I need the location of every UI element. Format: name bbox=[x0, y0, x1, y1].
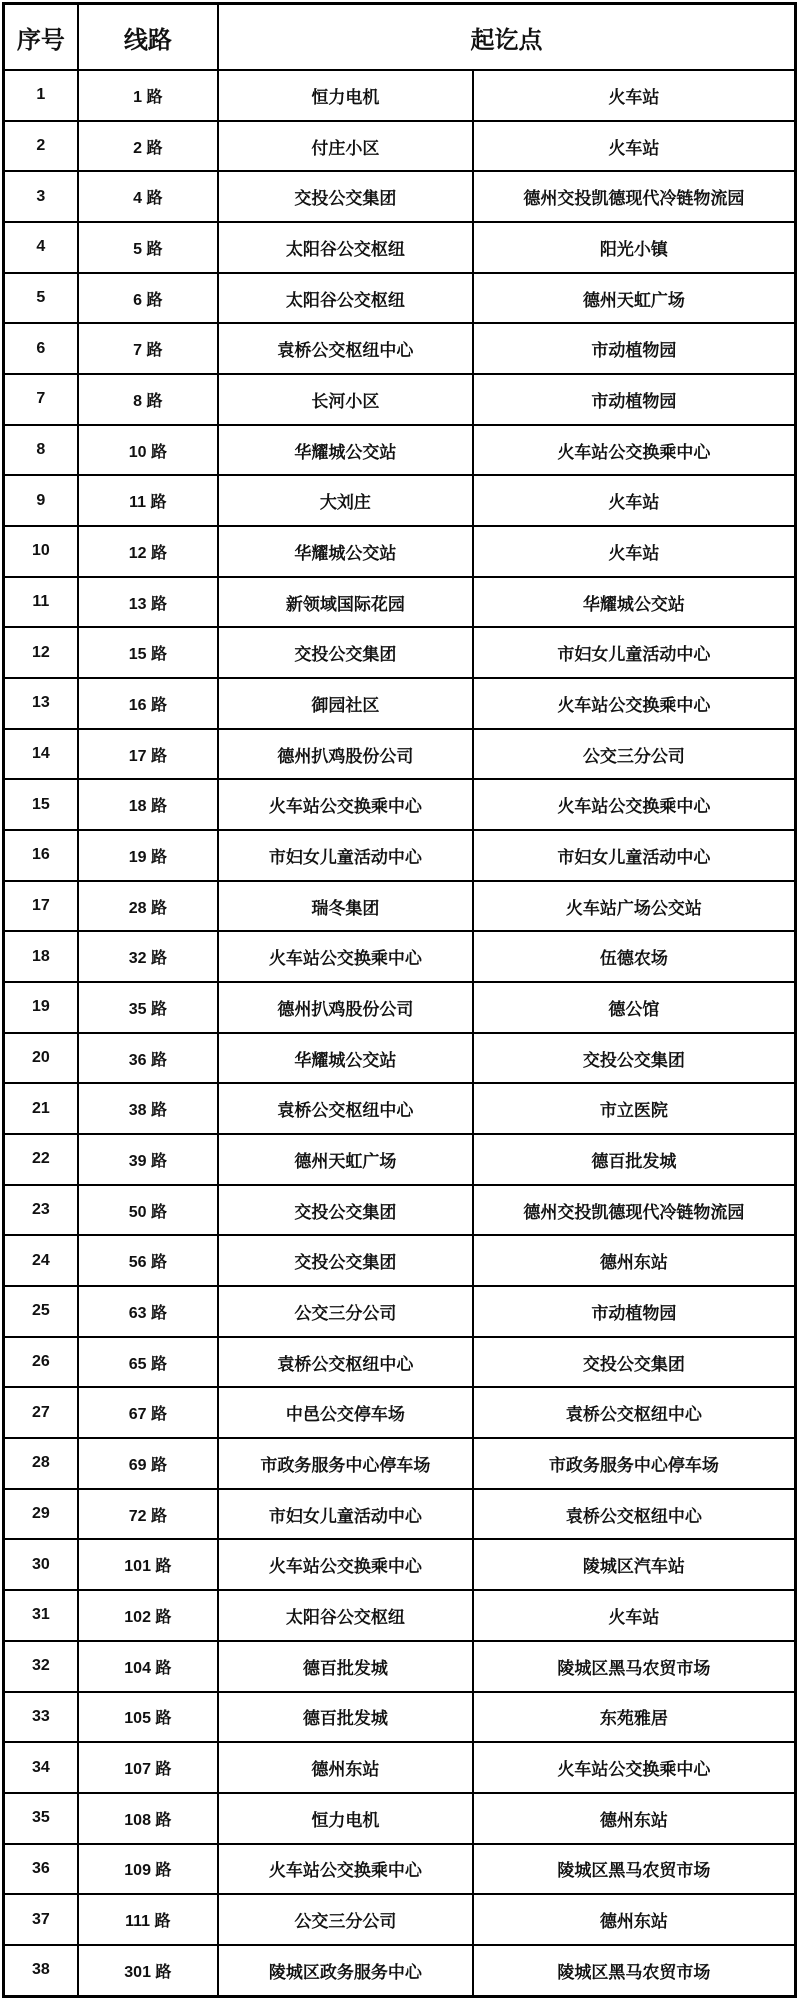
table-row bbox=[4, 1387, 796, 1438]
cell-start-point: 火车站公交换乘中心 bbox=[218, 931, 473, 982]
cell-start-point: 交投公交集团 bbox=[218, 171, 473, 222]
cell-start-point: 德百批发城 bbox=[218, 1641, 473, 1692]
cell-end-point: 火车站 bbox=[473, 70, 796, 121]
cell-end-point: 市政务服务中心停车场 bbox=[473, 1438, 796, 1489]
table-row bbox=[4, 1590, 796, 1641]
cell-row-number: 7 bbox=[4, 374, 78, 425]
cell-row-number: 34 bbox=[4, 1742, 78, 1793]
cell-start-point: 袁桥公交枢纽中心 bbox=[218, 323, 473, 374]
cell-start-point: 德百批发城 bbox=[218, 1692, 473, 1743]
cell-line-number: 16 路 bbox=[78, 678, 218, 729]
cell-end-point: 火车站 bbox=[473, 1590, 796, 1641]
table-row bbox=[4, 1438, 796, 1489]
cell-line-number: 65 路 bbox=[78, 1337, 218, 1388]
cell-start-point: 市妇女儿童活动中心 bbox=[218, 830, 473, 881]
cell-row-number: 23 bbox=[4, 1185, 78, 1236]
cell-end-point: 陵城区黑马农贸市场 bbox=[473, 1844, 796, 1895]
cell-end-point: 火车站广场公交站 bbox=[473, 881, 796, 932]
table-row bbox=[4, 70, 796, 121]
table-row bbox=[4, 1945, 796, 1997]
cell-start-point: 德州东站 bbox=[218, 1742, 473, 1793]
cell-start-point: 太阳谷公交枢纽 bbox=[218, 222, 473, 273]
cell-end-point: 东苑雅居 bbox=[473, 1692, 796, 1743]
table-row bbox=[4, 881, 796, 932]
cell-start-point: 恒力电机 bbox=[218, 70, 473, 121]
cell-line-number: 69 路 bbox=[78, 1438, 218, 1489]
cell-row-number: 19 bbox=[4, 982, 78, 1033]
table-row bbox=[4, 627, 796, 678]
cell-start-point: 中邑公交停车场 bbox=[218, 1387, 473, 1438]
cell-end-point: 德公馆 bbox=[473, 982, 796, 1033]
cell-line-number: 8 路 bbox=[78, 374, 218, 425]
cell-start-point: 御园社区 bbox=[218, 678, 473, 729]
table-row bbox=[4, 425, 796, 476]
cell-start-point: 交投公交集团 bbox=[218, 627, 473, 678]
table-row bbox=[4, 678, 796, 729]
cell-row-number: 2 bbox=[4, 121, 78, 172]
cell-row-number: 11 bbox=[4, 577, 78, 628]
cell-row-number: 27 bbox=[4, 1387, 78, 1438]
cell-row-number: 8 bbox=[4, 425, 78, 476]
cell-start-point: 火车站公交换乘中心 bbox=[218, 1844, 473, 1895]
cell-start-point: 太阳谷公交枢纽 bbox=[218, 1590, 473, 1641]
cell-line-number: 1 路 bbox=[78, 70, 218, 121]
cell-line-number: 35 路 bbox=[78, 982, 218, 1033]
cell-start-point: 袁桥公交枢纽中心 bbox=[218, 1083, 473, 1134]
cell-line-number: 13 路 bbox=[78, 577, 218, 628]
cell-line-number: 19 路 bbox=[78, 830, 218, 881]
cell-line-number: 111 路 bbox=[78, 1894, 218, 1945]
cell-line-number: 72 路 bbox=[78, 1489, 218, 1540]
cell-start-point: 陵城区政务服务中心 bbox=[218, 1945, 473, 1997]
table-row bbox=[4, 1641, 796, 1692]
table-row bbox=[4, 475, 796, 526]
cell-row-number: 15 bbox=[4, 779, 78, 830]
table-row bbox=[4, 1742, 796, 1793]
cell-end-point: 火车站公交换乘中心 bbox=[473, 425, 796, 476]
cell-end-point: 德州东站 bbox=[473, 1793, 796, 1844]
cell-row-number: 22 bbox=[4, 1134, 78, 1185]
header-line: 线路 bbox=[78, 4, 218, 71]
cell-row-number: 37 bbox=[4, 1894, 78, 1945]
cell-end-point: 火车站公交换乘中心 bbox=[473, 678, 796, 729]
table-row bbox=[4, 1033, 796, 1084]
cell-line-number: 301 路 bbox=[78, 1945, 218, 1997]
header-row bbox=[4, 4, 796, 71]
cell-line-number: 12 路 bbox=[78, 526, 218, 577]
cell-line-number: 102 路 bbox=[78, 1590, 218, 1641]
cell-line-number: 6 路 bbox=[78, 273, 218, 324]
cell-line-number: 101 路 bbox=[78, 1539, 218, 1590]
cell-end-point: 交投公交集团 bbox=[473, 1033, 796, 1084]
table-row bbox=[4, 1894, 796, 1945]
cell-start-point: 大刘庄 bbox=[218, 475, 473, 526]
cell-row-number: 30 bbox=[4, 1539, 78, 1590]
cell-row-number: 33 bbox=[4, 1692, 78, 1743]
cell-line-number: 105 路 bbox=[78, 1692, 218, 1743]
cell-line-number: 63 路 bbox=[78, 1286, 218, 1337]
table-row bbox=[4, 374, 796, 425]
table-row bbox=[4, 1235, 796, 1286]
table-row bbox=[4, 1793, 796, 1844]
cell-row-number: 17 bbox=[4, 881, 78, 932]
cell-end-point: 火车站 bbox=[473, 121, 796, 172]
cell-start-point: 德州扒鸡股份公司 bbox=[218, 729, 473, 780]
table-row bbox=[4, 1286, 796, 1337]
cell-end-point: 袁桥公交枢纽中心 bbox=[473, 1489, 796, 1540]
cell-row-number: 38 bbox=[4, 1945, 78, 1997]
cell-line-number: 39 路 bbox=[78, 1134, 218, 1185]
cell-line-number: 50 路 bbox=[78, 1185, 218, 1236]
cell-row-number: 26 bbox=[4, 1337, 78, 1388]
cell-start-point: 公交三分公司 bbox=[218, 1286, 473, 1337]
cell-line-number: 38 路 bbox=[78, 1083, 218, 1134]
table-row bbox=[4, 526, 796, 577]
cell-end-point: 陵城区汽车站 bbox=[473, 1539, 796, 1590]
cell-end-point: 市立医院 bbox=[473, 1083, 796, 1134]
table-row bbox=[4, 1083, 796, 1134]
cell-row-number: 32 bbox=[4, 1641, 78, 1692]
cell-row-number: 3 bbox=[4, 171, 78, 222]
cell-end-point: 市动植物园 bbox=[473, 374, 796, 425]
cell-start-point: 德州扒鸡股份公司 bbox=[218, 982, 473, 1033]
table-row bbox=[4, 1539, 796, 1590]
cell-row-number: 35 bbox=[4, 1793, 78, 1844]
cell-end-point: 德州交投凯德现代冷链物流园 bbox=[473, 1185, 796, 1236]
cell-end-point: 华耀城公交站 bbox=[473, 577, 796, 628]
cell-start-point: 市政务服务中心停车场 bbox=[218, 1438, 473, 1489]
table-row bbox=[4, 1134, 796, 1185]
cell-line-number: 11 路 bbox=[78, 475, 218, 526]
cell-end-point: 德州东站 bbox=[473, 1894, 796, 1945]
cell-row-number: 16 bbox=[4, 830, 78, 881]
cell-line-number: 36 路 bbox=[78, 1033, 218, 1084]
cell-end-point: 火车站 bbox=[473, 475, 796, 526]
cell-start-point: 袁桥公交枢纽中心 bbox=[218, 1337, 473, 1388]
cell-row-number: 1 bbox=[4, 70, 78, 121]
table-row bbox=[4, 222, 796, 273]
cell-start-point: 德州天虹广场 bbox=[218, 1134, 473, 1185]
cell-start-point: 华耀城公交站 bbox=[218, 1033, 473, 1084]
cell-start-point: 太阳谷公交枢纽 bbox=[218, 273, 473, 324]
cell-start-point: 交投公交集团 bbox=[218, 1185, 473, 1236]
cell-line-number: 32 路 bbox=[78, 931, 218, 982]
cell-line-number: 4 路 bbox=[78, 171, 218, 222]
cell-end-point: 市动植物园 bbox=[473, 1286, 796, 1337]
table-row bbox=[4, 1337, 796, 1388]
cell-row-number: 20 bbox=[4, 1033, 78, 1084]
cell-start-point: 公交三分公司 bbox=[218, 1894, 473, 1945]
table-row bbox=[4, 577, 796, 628]
table-row bbox=[4, 1185, 796, 1236]
cell-line-number: 7 路 bbox=[78, 323, 218, 374]
cell-start-point: 华耀城公交站 bbox=[218, 526, 473, 577]
cell-line-number: 17 路 bbox=[78, 729, 218, 780]
cell-start-point: 恒力电机 bbox=[218, 1793, 473, 1844]
table-row bbox=[4, 729, 796, 780]
cell-end-point: 伍德农场 bbox=[473, 931, 796, 982]
cell-start-point: 市妇女儿童活动中心 bbox=[218, 1489, 473, 1540]
table-row bbox=[4, 931, 796, 982]
cell-end-point: 陵城区黑马农贸市场 bbox=[473, 1641, 796, 1692]
cell-row-number: 10 bbox=[4, 526, 78, 577]
cell-end-point: 市动植物园 bbox=[473, 323, 796, 374]
cell-end-point: 火车站公交换乘中心 bbox=[473, 779, 796, 830]
cell-row-number: 9 bbox=[4, 475, 78, 526]
cell-row-number: 5 bbox=[4, 273, 78, 324]
cell-line-number: 15 路 bbox=[78, 627, 218, 678]
cell-end-point: 德州交投凯德现代冷链物流园 bbox=[473, 171, 796, 222]
table-row bbox=[4, 982, 796, 1033]
bus-route-table bbox=[2, 2, 797, 1998]
cell-start-point: 长河小区 bbox=[218, 374, 473, 425]
cell-end-point: 市妇女儿童活动中心 bbox=[473, 627, 796, 678]
cell-row-number: 28 bbox=[4, 1438, 78, 1489]
cell-line-number: 67 路 bbox=[78, 1387, 218, 1438]
cell-line-number: 109 路 bbox=[78, 1844, 218, 1895]
cell-line-number: 56 路 bbox=[78, 1235, 218, 1286]
cell-end-point: 火车站公交换乘中心 bbox=[473, 1742, 796, 1793]
cell-line-number: 5 路 bbox=[78, 222, 218, 273]
table-row bbox=[4, 779, 796, 830]
cell-start-point: 瑞冬集团 bbox=[218, 881, 473, 932]
cell-start-point: 火车站公交换乘中心 bbox=[218, 1539, 473, 1590]
cell-end-point: 德百批发城 bbox=[473, 1134, 796, 1185]
table-row bbox=[4, 1692, 796, 1743]
cell-line-number: 107 路 bbox=[78, 1742, 218, 1793]
cell-end-point: 火车站 bbox=[473, 526, 796, 577]
cell-row-number: 31 bbox=[4, 1590, 78, 1641]
cell-line-number: 18 路 bbox=[78, 779, 218, 830]
cell-row-number: 36 bbox=[4, 1844, 78, 1895]
cell-line-number: 10 路 bbox=[78, 425, 218, 476]
cell-row-number: 4 bbox=[4, 222, 78, 273]
cell-line-number: 28 路 bbox=[78, 881, 218, 932]
cell-row-number: 29 bbox=[4, 1489, 78, 1540]
table-row bbox=[4, 171, 796, 222]
cell-start-point: 华耀城公交站 bbox=[218, 425, 473, 476]
cell-row-number: 6 bbox=[4, 323, 78, 374]
table-row bbox=[4, 323, 796, 374]
cell-end-point: 市妇女儿童活动中心 bbox=[473, 830, 796, 881]
cell-row-number: 25 bbox=[4, 1286, 78, 1337]
cell-line-number: 108 路 bbox=[78, 1793, 218, 1844]
cell-row-number: 13 bbox=[4, 678, 78, 729]
table-row bbox=[4, 1489, 796, 1540]
header-no: 序号 bbox=[4, 4, 78, 71]
table-row bbox=[4, 121, 796, 172]
cell-line-number: 104 路 bbox=[78, 1641, 218, 1692]
cell-row-number: 14 bbox=[4, 729, 78, 780]
cell-row-number: 18 bbox=[4, 931, 78, 982]
cell-end-point: 袁桥公交枢纽中心 bbox=[473, 1387, 796, 1438]
cell-start-point: 交投公交集团 bbox=[218, 1235, 473, 1286]
header-endpoints: 起讫点 bbox=[218, 4, 795, 71]
table-row bbox=[4, 1844, 796, 1895]
cell-end-point: 交投公交集团 bbox=[473, 1337, 796, 1388]
cell-end-point: 公交三分公司 bbox=[473, 729, 796, 780]
cell-end-point: 德州东站 bbox=[473, 1235, 796, 1286]
cell-start-point: 火车站公交换乘中心 bbox=[218, 779, 473, 830]
cell-end-point: 阳光小镇 bbox=[473, 222, 796, 273]
cell-row-number: 12 bbox=[4, 627, 78, 678]
cell-start-point: 新领域国际花园 bbox=[218, 577, 473, 628]
table-row bbox=[4, 273, 796, 324]
cell-row-number: 24 bbox=[4, 1235, 78, 1286]
cell-end-point: 陵城区黑马农贸市场 bbox=[473, 1945, 796, 1997]
cell-start-point: 付庄小区 bbox=[218, 121, 473, 172]
cell-line-number: 2 路 bbox=[78, 121, 218, 172]
cell-row-number: 21 bbox=[4, 1083, 78, 1134]
cell-end-point: 德州天虹广场 bbox=[473, 273, 796, 324]
table-row bbox=[4, 830, 796, 881]
